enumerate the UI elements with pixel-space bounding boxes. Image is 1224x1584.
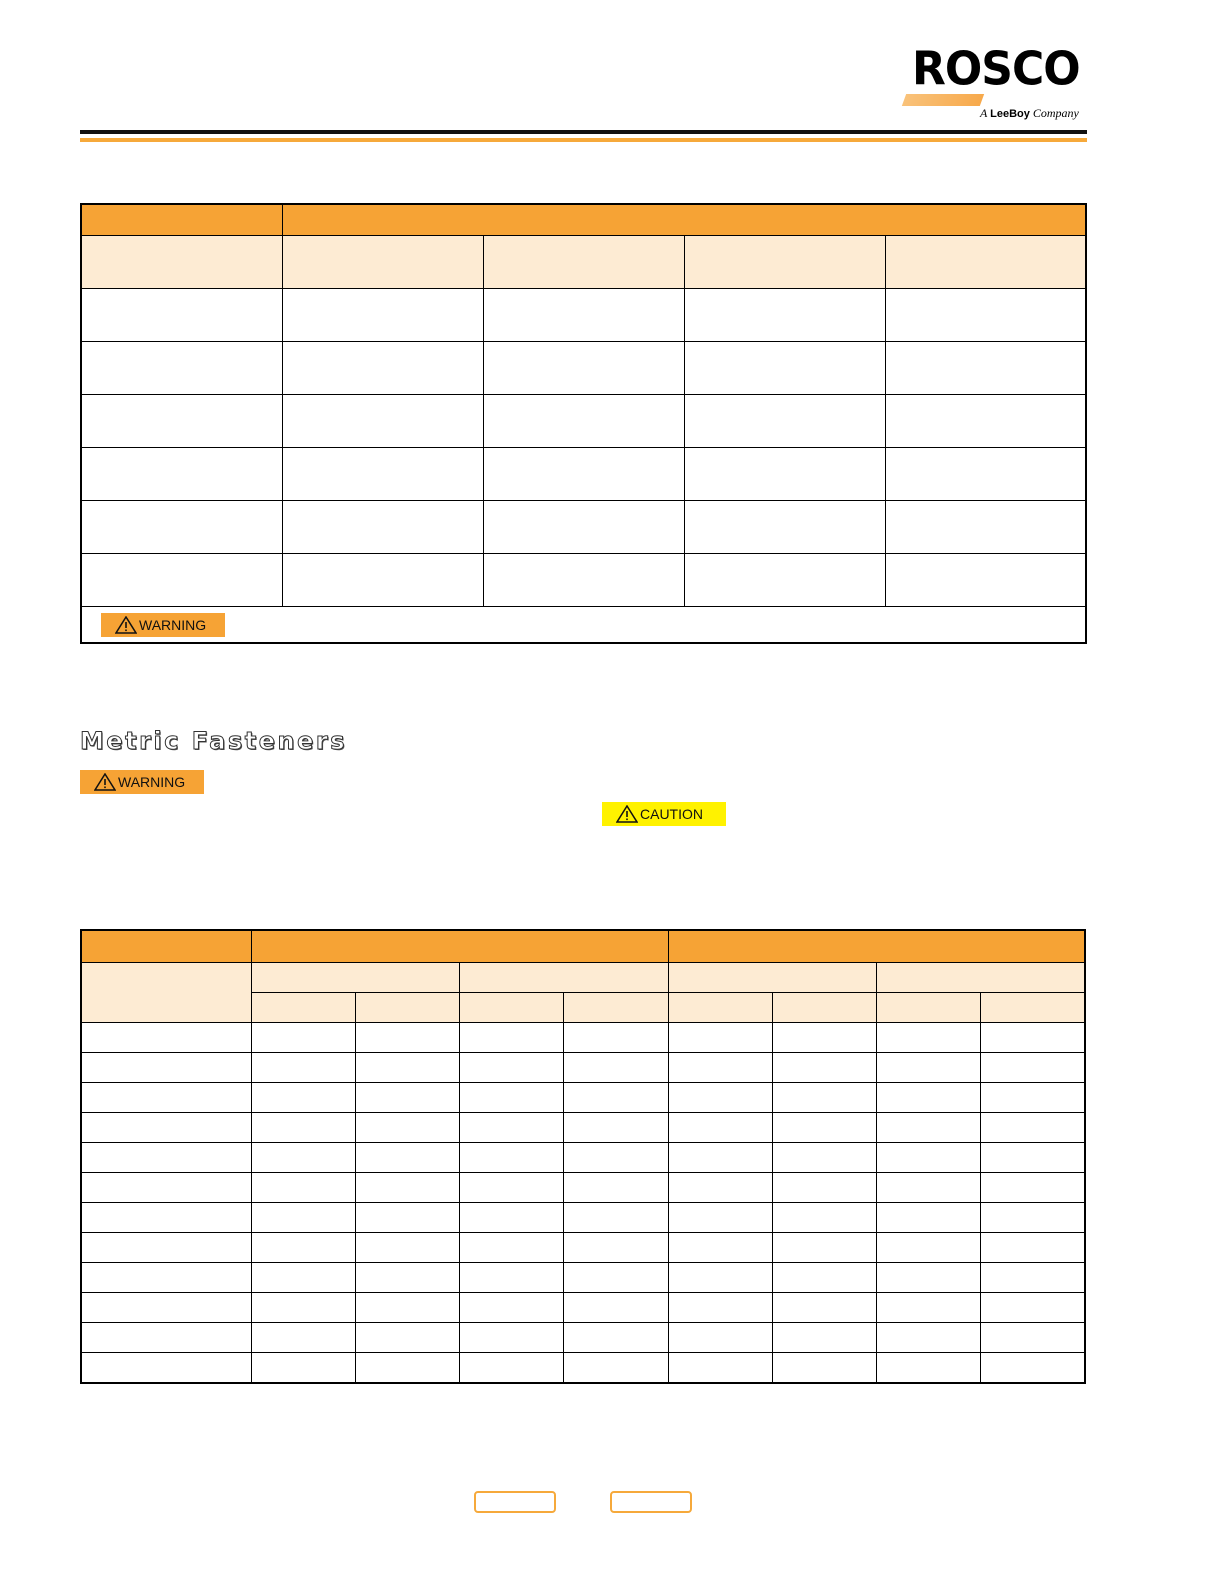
table-subheader-cell <box>668 963 876 993</box>
table-cell <box>684 395 885 448</box>
table-cell <box>483 289 684 342</box>
table-cell <box>772 1233 876 1263</box>
rosco-logo <box>904 42 1080 125</box>
table-subheader-cell <box>684 236 885 289</box>
table-cell <box>981 1293 1085 1323</box>
table-subheader-cell <box>251 963 459 993</box>
table-cell <box>251 1143 355 1173</box>
table-cell <box>483 342 684 395</box>
table-subheader-cell <box>981 993 1085 1023</box>
table-row <box>81 1293 1085 1323</box>
table-header-cell <box>81 930 251 963</box>
table-header-row <box>81 930 1085 963</box>
table-header-cell <box>251 930 668 963</box>
table-cell <box>772 1323 876 1353</box>
section-title: Metric Fasteners <box>80 727 347 755</box>
table-cell <box>356 1023 460 1053</box>
table-cell <box>356 1053 460 1083</box>
prev-page-button[interactable] <box>474 1491 556 1513</box>
table-cell <box>877 1053 981 1083</box>
table-cell <box>282 342 483 395</box>
table-cell <box>81 1203 251 1233</box>
table-cell <box>251 1053 355 1083</box>
table-cell <box>356 1203 460 1233</box>
table-cell <box>772 1263 876 1293</box>
table-cell <box>282 501 483 554</box>
table-subheader-row <box>81 236 1086 289</box>
table-cell <box>668 1023 772 1053</box>
table-subheader-cell <box>877 993 981 1023</box>
table-cell <box>981 1203 1085 1233</box>
table-cell <box>460 1323 564 1353</box>
header-rule-black <box>80 130 1087 134</box>
table-cell <box>564 1173 668 1203</box>
table-row <box>81 395 1086 448</box>
table-cell <box>356 1293 460 1323</box>
caution-label: CAUTION <box>640 806 703 822</box>
table-header-cell <box>81 204 282 236</box>
table-cell <box>564 1323 668 1353</box>
table-cell <box>684 501 885 554</box>
table-row <box>81 1053 1085 1083</box>
torque-table-standard <box>80 203 1087 644</box>
table-cell <box>81 1323 251 1353</box>
table-subheader-cell <box>81 236 282 289</box>
table-cell <box>356 1143 460 1173</box>
table-cell <box>356 1353 460 1384</box>
table-cell <box>81 1053 251 1083</box>
table-cell <box>877 1113 981 1143</box>
table-cell <box>251 1173 355 1203</box>
logo-tagline <box>980 106 1079 121</box>
table-cell <box>668 1293 772 1323</box>
table-cell <box>684 448 885 501</box>
table-cell <box>564 1353 668 1384</box>
table-subheader-row <box>81 963 1085 993</box>
table-cell <box>772 1143 876 1173</box>
table-cell <box>877 1083 981 1113</box>
table-cell <box>668 1083 772 1113</box>
table-subheader-cell <box>885 236 1086 289</box>
table-cell <box>981 1053 1085 1083</box>
table-cell <box>885 395 1086 448</box>
table-cell <box>251 1233 355 1263</box>
table-cell <box>460 1353 564 1384</box>
table-cell <box>981 1113 1085 1143</box>
table-cell <box>981 1023 1085 1053</box>
table-cell <box>356 1113 460 1143</box>
warning-label: WARNING <box>118 774 186 790</box>
table-cell <box>772 1173 876 1203</box>
table-cell <box>81 501 282 554</box>
next-page-button[interactable] <box>610 1491 692 1513</box>
table-cell <box>282 554 483 607</box>
table-cell <box>483 554 684 607</box>
table-cell <box>668 1353 772 1384</box>
table-row <box>81 1113 1085 1143</box>
table-cell <box>483 448 684 501</box>
table-cell <box>81 1083 251 1113</box>
table-cell <box>356 1083 460 1113</box>
table-cell <box>356 1263 460 1293</box>
table-cell <box>81 448 282 501</box>
table-cell <box>564 1203 668 1233</box>
table-cell <box>668 1143 772 1173</box>
table-cell <box>981 1353 1085 1384</box>
table-warning-row <box>81 607 1086 644</box>
table-cell <box>460 1233 564 1263</box>
table-cell <box>885 448 1086 501</box>
table-cell <box>251 1113 355 1143</box>
table-row <box>81 1023 1085 1053</box>
table-row <box>81 1083 1085 1113</box>
table-cell <box>772 1023 876 1053</box>
warning-triangle-icon <box>94 773 116 791</box>
table-cell <box>564 1023 668 1053</box>
table-cell <box>460 1023 564 1053</box>
table-cell <box>668 1263 772 1293</box>
table-cell <box>81 1353 251 1384</box>
table-cell <box>356 1173 460 1203</box>
table-warning-cell <box>81 607 1086 644</box>
table-cell <box>460 1203 564 1233</box>
table-cell <box>885 554 1086 607</box>
table-cell <box>772 1083 876 1113</box>
table-cell <box>981 1233 1085 1263</box>
table-cell <box>877 1293 981 1323</box>
table-cell <box>564 1293 668 1323</box>
table-cell <box>483 501 684 554</box>
table-cell <box>356 1233 460 1263</box>
table-cell <box>877 1023 981 1053</box>
table-cell <box>81 1143 251 1173</box>
table-subheader-cell <box>483 236 684 289</box>
table-cell <box>460 1173 564 1203</box>
table-cell <box>564 1233 668 1263</box>
table-cell <box>772 1203 876 1233</box>
table-cell <box>981 1173 1085 1203</box>
table-header-row <box>81 204 1086 236</box>
warning-triangle-icon <box>115 616 137 634</box>
table-row <box>81 448 1086 501</box>
table-cell <box>564 1113 668 1143</box>
table-cell <box>668 1113 772 1143</box>
table-cell <box>668 1173 772 1203</box>
table-cell <box>772 1293 876 1323</box>
table-cell <box>81 1233 251 1263</box>
table-cell <box>564 1263 668 1293</box>
table-cell <box>251 1203 355 1233</box>
table-row <box>81 1173 1085 1203</box>
table-cell <box>877 1353 981 1384</box>
table-cell <box>877 1143 981 1173</box>
tagline-brand: LeeBoy <box>990 108 1030 120</box>
table-cell <box>483 395 684 448</box>
table-cell <box>981 1323 1085 1353</box>
table-cell <box>460 1113 564 1143</box>
table-cell <box>668 1053 772 1083</box>
table-cell <box>877 1203 981 1233</box>
table-cell <box>564 1053 668 1083</box>
table-cell <box>772 1053 876 1083</box>
table-cell <box>81 289 282 342</box>
table-cell <box>877 1173 981 1203</box>
table-cell <box>684 342 885 395</box>
table-subheader-cell <box>81 963 251 1023</box>
table-cell <box>251 1323 355 1353</box>
table-row <box>81 342 1086 395</box>
table-row <box>81 1203 1085 1233</box>
table-cell <box>877 1263 981 1293</box>
table-cell <box>356 1323 460 1353</box>
table-cell <box>251 1353 355 1384</box>
warning-badge <box>80 770 204 794</box>
table-cell <box>81 554 282 607</box>
table-cell <box>282 448 483 501</box>
table-cell <box>877 1233 981 1263</box>
table-row <box>81 554 1086 607</box>
table-cell <box>885 501 1086 554</box>
table-cell <box>81 1173 251 1203</box>
table-cell <box>668 1203 772 1233</box>
table-cell <box>885 342 1086 395</box>
table-subheader-cell <box>460 963 668 993</box>
table-row <box>81 501 1086 554</box>
caution-triangle-icon <box>616 805 638 823</box>
table-cell <box>460 1293 564 1323</box>
table-cell <box>460 1143 564 1173</box>
warning-label: WARNING <box>139 616 207 633</box>
table-cell <box>81 1263 251 1293</box>
table-cell <box>684 554 885 607</box>
table-cell <box>564 1083 668 1113</box>
table-cell <box>460 1263 564 1293</box>
table-cell <box>81 1293 251 1323</box>
table-cell <box>772 1113 876 1143</box>
table-cell <box>251 1023 355 1053</box>
table-subheader-cell <box>251 993 355 1023</box>
table-header-cell <box>282 204 1086 236</box>
table-cell <box>282 289 483 342</box>
table-cell <box>251 1293 355 1323</box>
table-cell <box>668 1323 772 1353</box>
table-cell <box>668 1233 772 1263</box>
table-subheader-cell <box>877 963 1085 993</box>
table-cell <box>981 1083 1085 1113</box>
tagline-suffix: Company <box>1032 106 1079 120</box>
table-row <box>81 1353 1085 1384</box>
table-subheader-cell <box>564 993 668 1023</box>
table-row <box>81 1263 1085 1293</box>
table-cell <box>885 289 1086 342</box>
header-rule-orange <box>80 138 1087 142</box>
table-cell <box>460 1083 564 1113</box>
table-cell <box>251 1263 355 1293</box>
table-cell <box>877 1323 981 1353</box>
table-cell <box>684 289 885 342</box>
table-cell <box>81 395 282 448</box>
table-cell <box>251 1083 355 1113</box>
table-row <box>81 289 1086 342</box>
table-cell <box>282 395 483 448</box>
logo-wordmark: ROSCO <box>912 42 1080 97</box>
table-body <box>81 1023 1085 1384</box>
table-cell <box>81 342 282 395</box>
table-cell <box>81 1113 251 1143</box>
table-header-cell <box>668 930 1085 963</box>
table-cell <box>564 1143 668 1173</box>
table-row <box>81 1323 1085 1353</box>
table-row <box>81 1143 1085 1173</box>
table-cell <box>460 1053 564 1083</box>
table-cell <box>981 1143 1085 1173</box>
table-subheader-cell <box>772 993 876 1023</box>
table-subheader-cell <box>282 236 483 289</box>
table-subheader-cell <box>668 993 772 1023</box>
table-cell <box>981 1263 1085 1293</box>
table-cell <box>81 1023 251 1053</box>
table-subheader-cell <box>356 993 460 1023</box>
warning-badge <box>101 613 225 637</box>
caution-badge <box>602 802 726 826</box>
table-subheader-cell <box>460 993 564 1023</box>
tagline-prefix: A <box>980 106 988 120</box>
torque-table-metric <box>80 929 1086 1384</box>
table-row <box>81 1233 1085 1263</box>
table-cell <box>772 1353 876 1384</box>
